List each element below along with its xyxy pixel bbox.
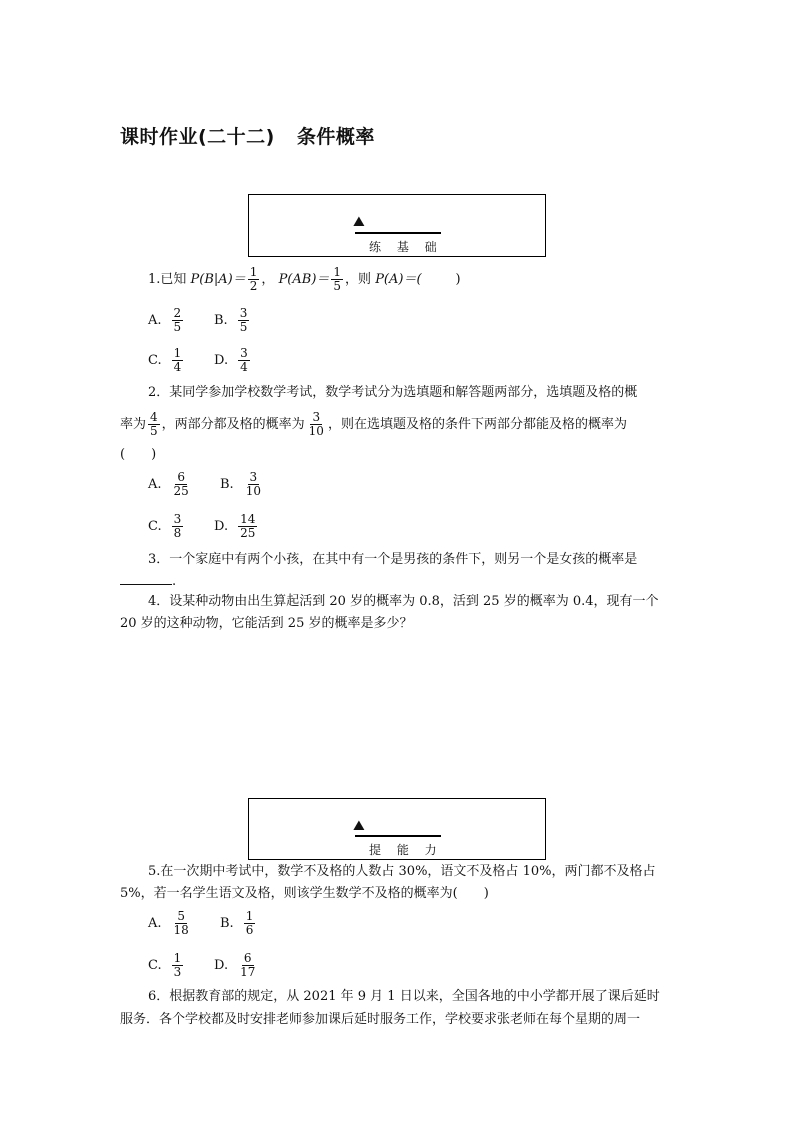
- question-3-line-1: 3．一个家庭中有两个小孩，在其中有一个是男孩的条件下，则另一个是女孩的概率是: [148, 552, 638, 567]
- q2-option-a: A. $\frac{6}{25}$: [148, 469, 189, 498]
- question-5-line-1: 5.在一次期中考试中，数学不及格的人数占 30%，语文不及格占 10%，两门都不及格占: [148, 864, 656, 879]
- page-title: [120, 122, 375, 149]
- mountain-climber-icon: ⛰: [353, 818, 365, 834]
- section-divider: [355, 835, 441, 837]
- question-6-line-2: 服务．各个学校都及时安排老师参加课后延时服务工作，学校要求张老师在每个星期的周一: [120, 1012, 641, 1027]
- q2-option-c: C. $\frac{3}{8}$: [148, 511, 182, 540]
- section-divider: [355, 232, 441, 234]
- q5-option-c: C. $\frac{1}{3}$: [148, 950, 182, 979]
- fraction: $\frac{4}{5}$: [150, 410, 158, 438]
- question-2-line-3: ( ): [120, 447, 157, 462]
- section-advanced-box: [248, 798, 546, 860]
- q1-option-a: A. $\frac{2}{5}$: [148, 305, 182, 334]
- question-4-line-1: 4．设某种动物由出生算起活到 20 岁的概率为 0.8，活到 25 岁的概率为 0.4，现有一个: [148, 594, 659, 609]
- fraction: $\frac{3}{10}$: [308, 410, 324, 438]
- q1-option-c: C. $\frac{1}{4}$: [148, 345, 182, 374]
- question-5-line-2: 5%，若一名学生语文及格，则该学生数学不及格的概率为( ): [120, 886, 489, 901]
- mountain-climber-icon: ⛰: [353, 214, 365, 230]
- title-topic: 条件概率: [296, 126, 375, 148]
- question-3-line-2: .: [120, 572, 676, 592]
- section-basic-label: 练 基 础: [369, 240, 443, 254]
- q5-option-a: A. $\frac{5}{18}$: [148, 908, 189, 937]
- section-basic-box: [248, 194, 546, 257]
- fraction: $\frac{1}{2}$: [249, 265, 258, 293]
- q1-option-d: D. $\frac{3}{4}$: [214, 345, 248, 374]
- title-main: 课时作业(二十二): [120, 126, 275, 148]
- question-2-line-1: 2．某同学参加学校数学考试，数学考试分为选填题和解答题两部分，选填题及格的概: [148, 385, 638, 400]
- question-1: 1.已知 P(B|A)＝ $\frac{1}{2}$ ， P(AB)＝ $\frac{1}{5}$ ，则 P(A)＝( ): [148, 265, 461, 293]
- answer-blank[interactable]: [120, 572, 172, 585]
- q2-option-d: D. $\frac{14}{25}$: [214, 511, 256, 540]
- question-4-line-2: 20 岁的这种动物，它能活到 25 岁的概率是多少？: [120, 616, 413, 631]
- q5-option-d: D. $\frac{6}{17}$: [214, 950, 256, 979]
- question-6-line-1: 6．根据教育部的规定，从 2021 年 9 月 1 日以来，全国各地的中小学都开展了课后延时: [148, 989, 660, 1004]
- question-2-line-2: 率为 $\frac{4}{5}$ ，两部分都及格的概率为 $\frac{3}{10}$ ，则在选填题及格的条件下两部分都能及格的概率为: [120, 410, 627, 438]
- section-advanced-label: 提 能 力: [369, 843, 443, 857]
- q5-option-b: B. $\frac{1}{6}$: [220, 908, 254, 937]
- q1-option-b: B. $\frac{3}{5}$: [214, 305, 248, 334]
- q2-option-b: B. $\frac{3}{10}$: [220, 469, 261, 498]
- fraction: $\frac{1}{5}$: [333, 265, 342, 293]
